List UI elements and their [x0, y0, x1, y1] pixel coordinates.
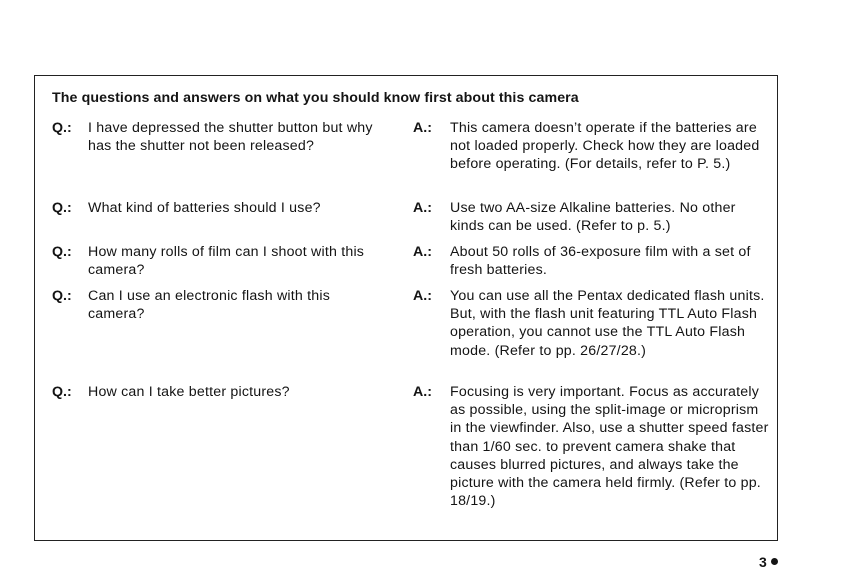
page-number: 3 [759, 554, 767, 570]
answer-text: Use two AA-size Alkaline batteries. No other kinds can be used. (Refer to p. 5.) [450, 200, 736, 235]
question-text: I have depressed the shutter button but why has the shutter not been released? [88, 120, 373, 155]
page-title: The questions and answers on what you should know first about this camera [52, 90, 579, 106]
answer-text: This camera doesn’t operate if the batteries are not loaded properly. Check how they are loaded before operating. (For details, refer to P. 5.) [450, 120, 760, 173]
answer-text: About 50 rolls of 36-exposure film with a set of fresh batteries. [450, 244, 751, 279]
answer-marker: A.: [413, 384, 432, 400]
question-text: How many rolls of film can I shoot with this camera? [88, 244, 365, 279]
question-text: Can I use an electronic flash with this camera? [88, 288, 331, 323]
question-marker: Q.: [52, 120, 72, 136]
question-marker: Q.: [52, 288, 72, 304]
answer-marker: A.: [413, 120, 432, 136]
question-marker: Q.: [52, 244, 72, 260]
answer-marker: A.: [413, 244, 432, 260]
answer-text: You can use all the Pentax dedicated flash units. But, with the flash unit featuring TTL Auto Flash operation, you cannot use the TTL Auto Flash mode. (Refer to pp. 26/27/28.) [450, 288, 765, 359]
answer-marker: A.: [413, 288, 432, 304]
page-bullet-icon [771, 558, 778, 565]
question-text: How can I take better pictures? [88, 384, 290, 400]
question-marker: Q.: [52, 384, 72, 400]
question-marker: Q.: [52, 200, 72, 216]
answer-marker: A.: [413, 200, 432, 216]
question-text: What kind of batteries should I use? [88, 200, 321, 216]
answer-text: Focusing is very important. Focus as accurately as possible, using the split-image or microprism in the viewfinder. Also, use a shutter speed faster than 1/60 sec. to prevent camera shake that causes blurred pictures, and always take the picture with the camera held firmly. (Refer to pp. 18/19.) [450, 384, 769, 510]
